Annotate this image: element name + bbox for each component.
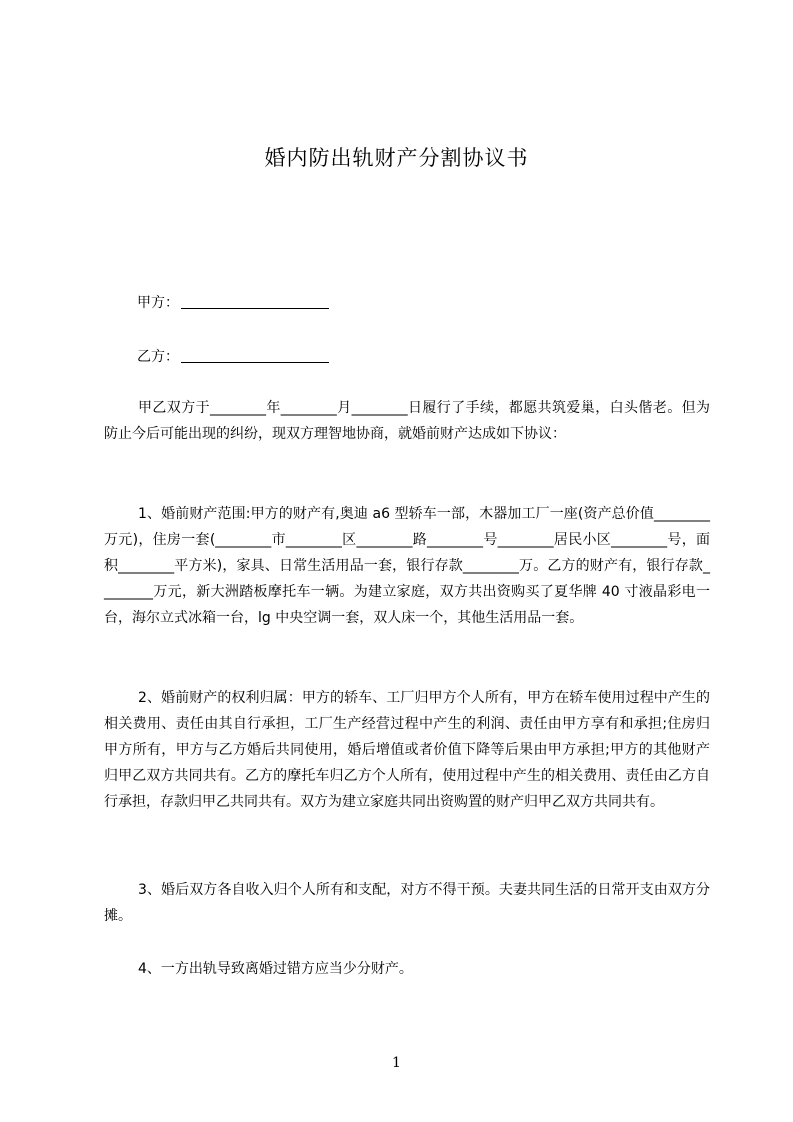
page-number: 1: [392, 1055, 401, 1071]
party-a-line: [137, 292, 329, 312]
paragraph-clause-4: 4、一方出轨导致离婚过错方应当少分财产。: [138, 961, 413, 977]
paragraph-clause-2: 2、婚前财产的权利归属：甲方的轿车、工厂归甲方个人所有，甲方在轿车使用过程中产生的相关费用、责任由其自行承担，工厂生产经营过程中产生的利润、责任由甲方享有和承担;住房归甲方所有，甲方与乙方婚后共同使用，婚后增值或者价值下降等后果由甲方承担;甲方的其他财产归甲乙双方共同共有。乙方的摩托车归乙方个人所有，使用过程中产生的相关费用、责任由乙方自行承担，存款归甲乙共同共有。双方为建立家庭共同出资购置的财产归甲乙双方共同共有。: [104, 690, 710, 810]
party-a-blank: [181, 294, 329, 309]
document-title: 婚内防出轨财产分割协议书: [264, 146, 529, 170]
party-b-line: [137, 346, 329, 366]
party-a-label: 甲方：: [137, 295, 179, 311]
party-b-blank: [181, 348, 329, 363]
party-b-label: 乙方：: [137, 349, 179, 365]
paragraph-intro: 甲乙双方于________年________月________日履行了手续，都愿共筑爱巢，白头偕老。但为防止今后可能出现的纠纷，现双方理智地协商，就婚前财产达成如下协议：: [104, 400, 710, 442]
paragraph-clause-1: 1、婚前财产范围:甲方的财产有,奥迪 a6 型轿车一部，木器加工厂一座(资产总价值________万元)，住房一套(________市________区________路________号________居民小区________号，面积________平方米)，家具、日常生活用品一套，银行存款________万。乙方的财产有，银行存款________万元，新大洲踏板摩托车一辆。为建立家庭，双方共出资购买了夏华牌 40 寸液晶彩电一台，海尔立式冰箱一台，lg 中央空调一套，双人床一个，其他生活用品一套。: [104, 506, 710, 626]
paragraph-clause-3: 3、婚后双方各自收入归个人所有和支配，对方不得干预。夫妻共同生活的日常开支由双方分摊。: [104, 882, 710, 924]
